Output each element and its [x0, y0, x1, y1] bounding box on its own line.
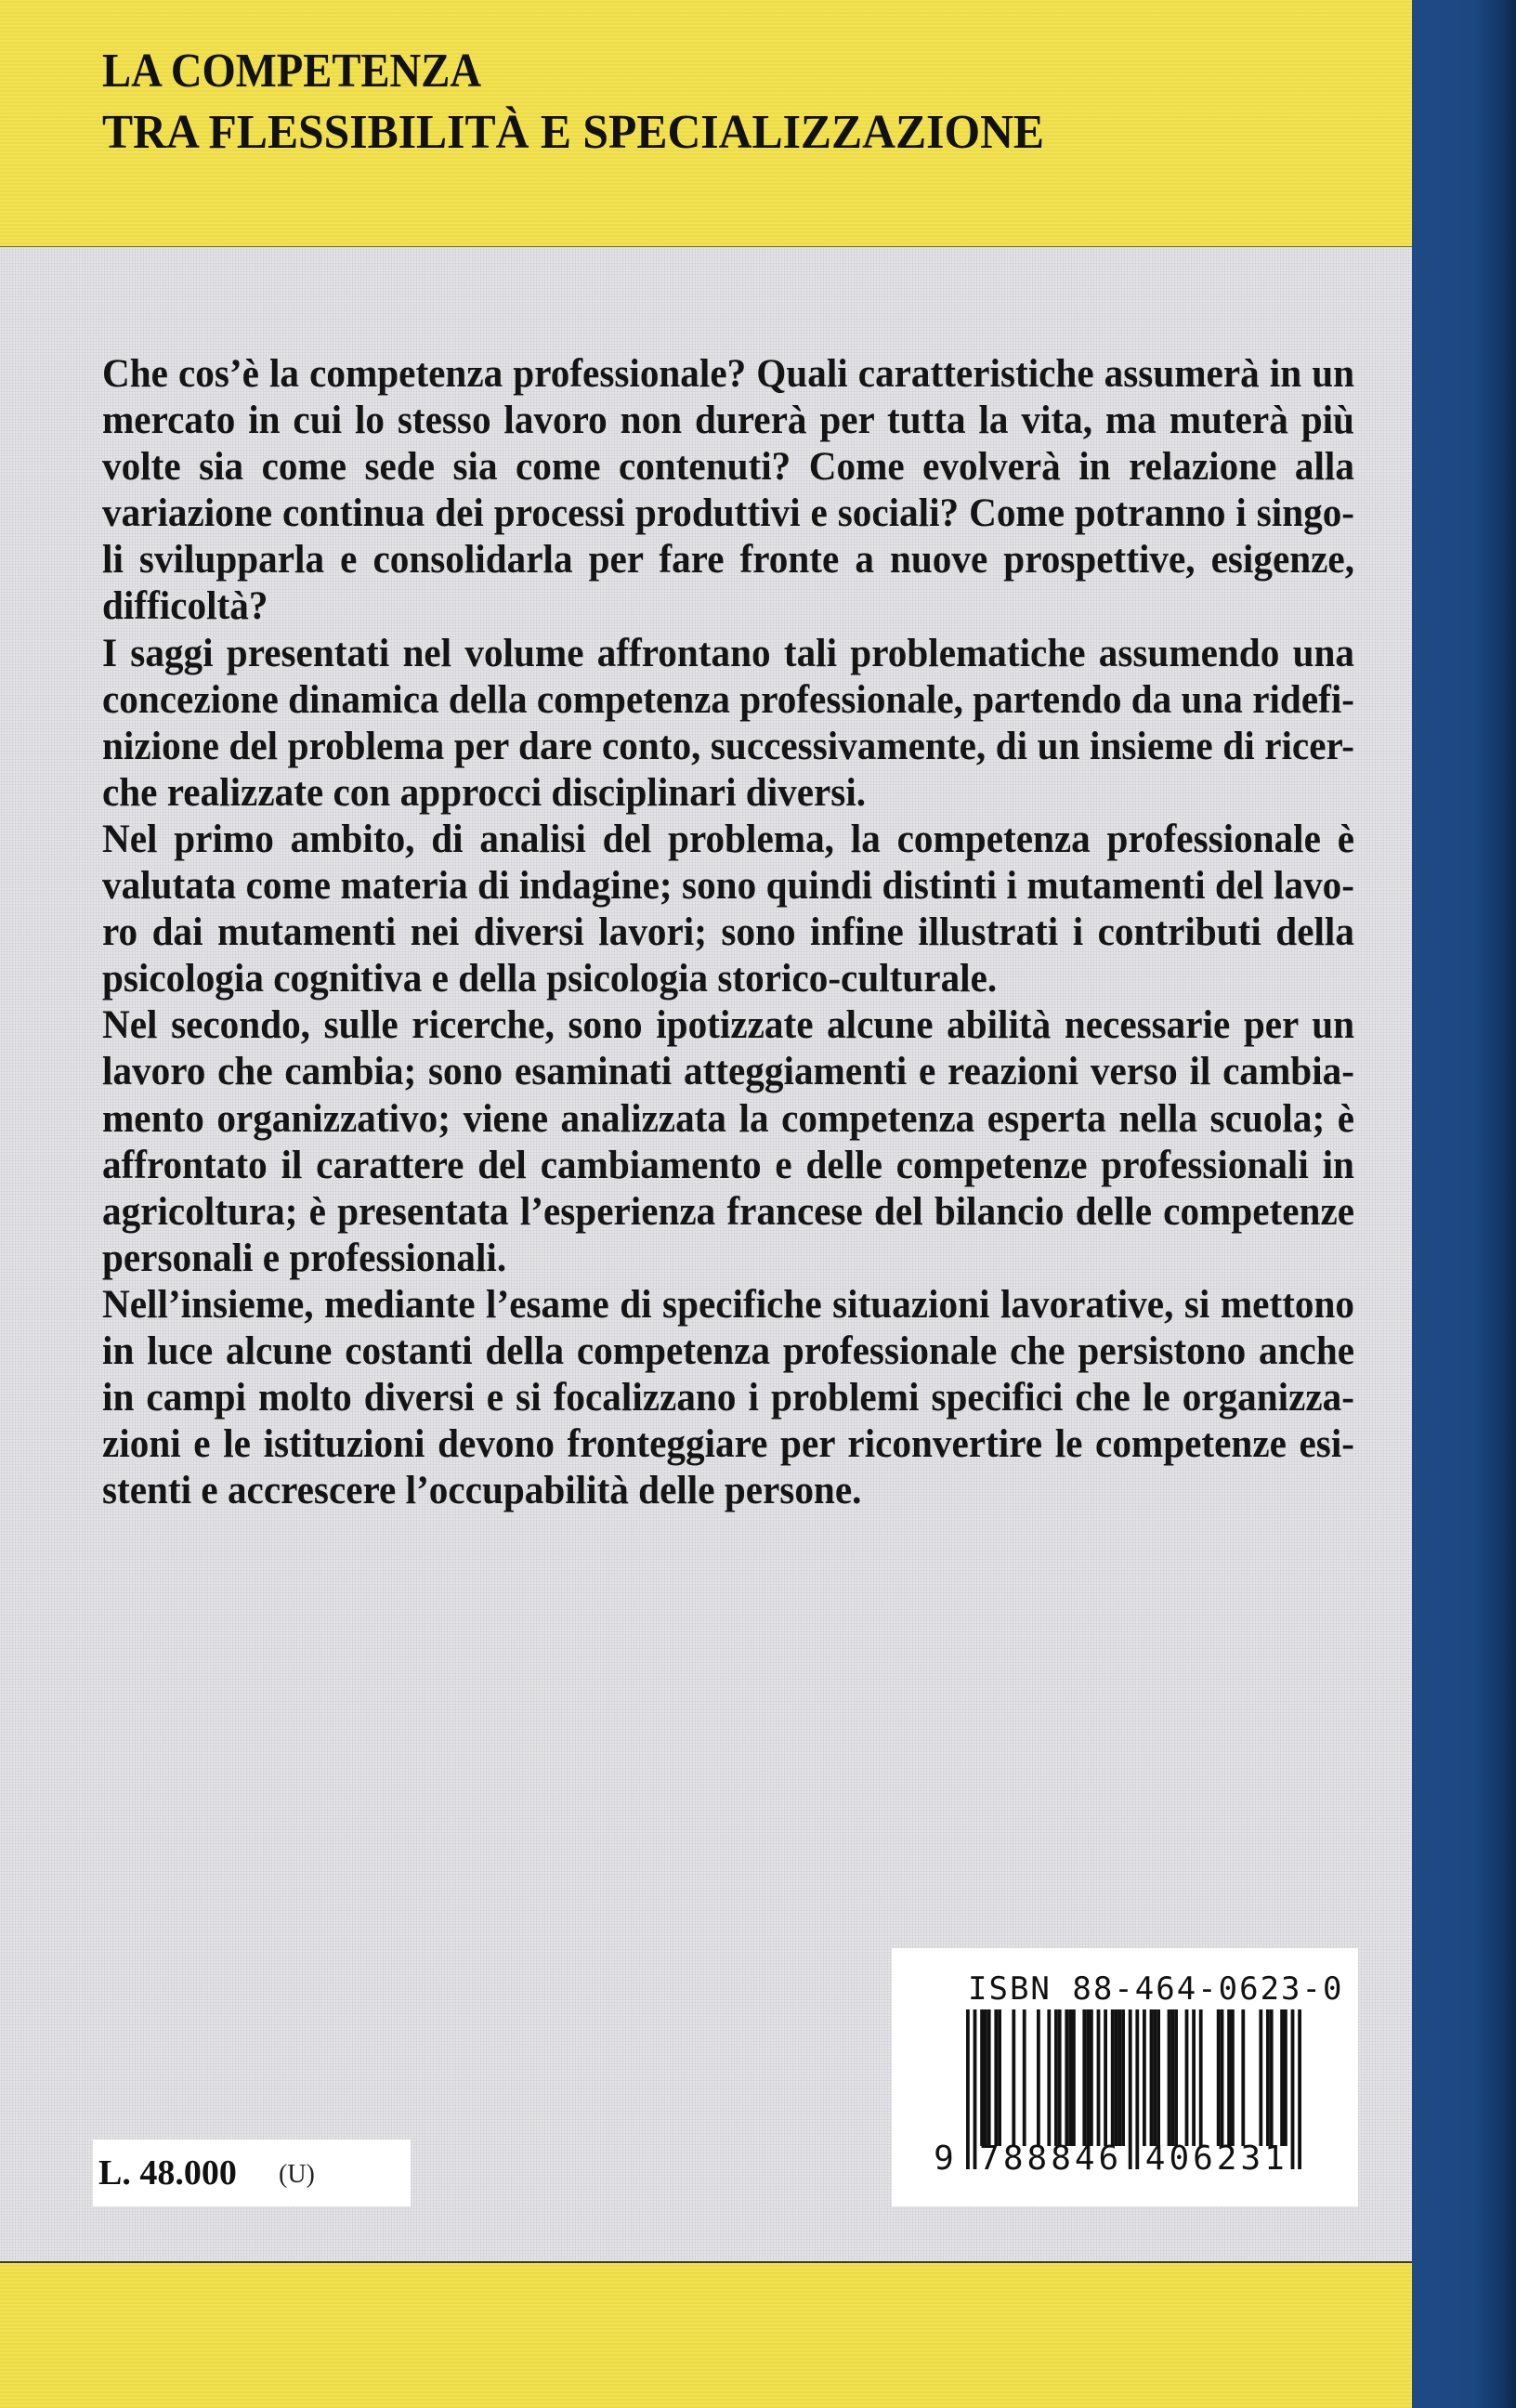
barcode-bar — [1174, 2009, 1178, 2146]
blurb-line — [102, 1282, 1354, 1328]
barcode-bar — [1227, 2009, 1231, 2146]
barcode-bar — [1047, 2009, 1051, 2146]
barcode-bar — [994, 2009, 998, 2146]
barcode-bar — [1143, 2009, 1146, 2146]
blurb-line — [102, 956, 1354, 1002]
blurb-line-text: zioni e le istituzioni devono fronteggiare per riconvertire le competenze esi- — [102, 1422, 1354, 1467]
blurb-line-text: psicologia cognitiva e della psicologia storico-culturale. — [102, 957, 998, 1001]
barcode-bar — [987, 2009, 991, 2146]
barcode-bar — [1072, 2009, 1076, 2146]
barcode-bar — [1192, 2009, 1196, 2146]
blurb-line — [102, 1002, 1354, 1049]
blurb-line-text: Nel primo ambito, di analisi del problema, la competenza professionale è — [102, 817, 1354, 861]
barcode-bar — [966, 2009, 970, 2169]
barcode-bar — [1270, 2009, 1274, 2146]
barcode-bar — [1082, 2009, 1086, 2146]
blurb-line — [102, 1189, 1354, 1236]
barcode-digit-lead: 9 — [934, 2140, 958, 2178]
blurb-line-text: Nell’insieme, mediante l’esame di specifiche situazioni lavorative, si mettono — [102, 1282, 1354, 1327]
barcode-bar — [1012, 2009, 1015, 2146]
blurb-line — [102, 631, 1354, 677]
blurb-line — [102, 1096, 1354, 1143]
blurb-line-text: valutata come materia di indagine; sono quindi distinti i mutamenti del lavo- — [102, 864, 1354, 909]
blurb-line — [102, 537, 1354, 583]
blurb-line — [102, 444, 1354, 491]
barcode-bar — [1280, 2009, 1284, 2146]
barcode-digits-right: 406231 — [1144, 2140, 1288, 2178]
barcode-bar — [1259, 2009, 1262, 2146]
title-line-2: TRA FLESSIBILITÀ E SPECIALIZZAZIONE — [102, 106, 1045, 159]
blurb-line-text: personali e professionali. — [102, 1236, 507, 1280]
blurb-line-text: I saggi presentati nel volume affrontano tali problematiche assumendo una — [102, 631, 1354, 675]
barcode-bar — [1199, 2009, 1203, 2146]
barcode-bar — [1037, 2009, 1040, 2146]
barcode-bar — [1135, 2009, 1139, 2169]
blurb-line — [102, 1236, 1354, 1282]
blurb-line-text: li svilupparla e consolidarla per fare fronte a nuove prospettive, esigenze, — [102, 538, 1355, 582]
blurb-line — [102, 863, 1354, 910]
blurb-line-text: difficoltà? — [102, 584, 268, 629]
barcode-bar — [1090, 2009, 1093, 2146]
barcode-bar — [1241, 2009, 1245, 2146]
barcode-bar — [1170, 2009, 1174, 2146]
bottom-yellow-band — [0, 2261, 1412, 2408]
barcode-bar — [1068, 2009, 1072, 2146]
barcode-bar — [1086, 2009, 1090, 2146]
blurb-line-text: in luce alcune costanti della competenza professionale che persistono anche — [102, 1328, 1355, 1373]
blurb-line-text: agricoltura; è presentata l’esperienza francese del bilancio delle competenze — [102, 1189, 1355, 1234]
barcode-bar — [1121, 2009, 1125, 2146]
blurb-line — [102, 677, 1354, 724]
blurb-line — [102, 724, 1354, 770]
barcode-bar — [1291, 2009, 1295, 2169]
blurb-line — [102, 398, 1354, 444]
blurb-line-text: concezione dinamica della competenza professionale, partendo da una ridefi- — [102, 677, 1354, 722]
blurb-line-text: variazione continua dei processi produttivi e sociali? Come potranno i singo- — [102, 491, 1355, 536]
barcode-bar — [1266, 2009, 1270, 2146]
blurb-line-text: in campi molto diversi e si focalizzano i problemi specifici che le organizza- — [102, 1376, 1354, 1420]
barcode-bar — [1150, 2009, 1154, 2146]
blurb-line-text: affrontato il carattere del cambiamento e delle competenze professionali in — [102, 1143, 1354, 1187]
barcode-bar — [998, 2009, 1001, 2146]
blurb-line — [102, 770, 1354, 817]
barcode-bar — [1221, 2009, 1224, 2146]
blurb-line — [102, 1143, 1354, 1189]
barcode-bar — [1115, 2009, 1118, 2146]
blurb-line — [102, 1375, 1354, 1421]
isbn-barcode-label — [892, 1948, 1358, 2206]
barcode-bar — [1185, 2009, 1189, 2146]
barcode-bar — [974, 2009, 977, 2169]
ean13-barcode — [925, 2009, 1334, 2195]
blurb-line — [102, 1328, 1354, 1375]
blurb-line — [102, 817, 1354, 863]
blurb-line-text: che realizzate con approcci disciplinari diversi. — [102, 770, 867, 815]
barcode-bar — [1168, 2009, 1171, 2146]
barcode-bar — [1111, 2009, 1115, 2146]
barcode-bar — [1153, 2009, 1157, 2146]
blurb-line — [102, 1468, 1354, 1514]
blurb-line-text: mento organizzativo; viene analizzata la competenza esperta nella scuola; è — [102, 1096, 1355, 1141]
blurb-line — [102, 583, 1354, 630]
barcode-bar — [1065, 2009, 1068, 2146]
title-line-1: LA COMPETENZA — [102, 45, 482, 98]
blurb-line — [102, 491, 1354, 537]
blurb-line-text: Che cos’è la competenza professionale? Quali caratteristiche assumerà in un — [102, 352, 1355, 396]
blurb-line-text: mercato in cui lo stesso lavoro non durerà per tutta la vita, ma muterà più — [102, 399, 1354, 443]
price-label — [93, 2140, 411, 2206]
barcode-bar — [1023, 2009, 1026, 2146]
barcode-bar — [1054, 2009, 1058, 2146]
blurb-line — [102, 351, 1354, 398]
price-amount: L. 48.000 — [98, 2153, 237, 2192]
book-title — [102, 41, 1089, 164]
blurb-line-text: lavoro che cambia; sono esaminati atteggiamenti e reazioni verso il cambia- — [102, 1050, 1354, 1094]
isbn-number: ISBN 88-464-0623-0 — [968, 1970, 1344, 2008]
blurb-line — [102, 910, 1354, 956]
barcode-bar — [1231, 2009, 1235, 2146]
barcode-bar — [984, 2009, 987, 2146]
blurb-line-text: ro dai mutamenti nei diversi lavori; sono infine illustrati i contributi della — [102, 910, 1354, 955]
barcode-bar — [1298, 2009, 1301, 2169]
barcode-bar — [1097, 2009, 1101, 2146]
blue-spine-edge — [1412, 0, 1516, 2408]
price-code: (U) — [279, 2160, 315, 2189]
barcode-bar — [1104, 2009, 1107, 2146]
blurb-line-text: Nel secondo, sulle ricerche, sono ipotizzate alcune abilità necessarie per un — [102, 1003, 1355, 1048]
barcode-bar — [1284, 2009, 1287, 2146]
barcode-bar — [980, 2009, 984, 2146]
blurb-text — [102, 351, 1354, 1514]
barcode-bar — [1117, 2009, 1121, 2146]
barcode-digits-left: 788846 — [979, 2140, 1123, 2178]
blurb-line — [102, 1049, 1354, 1095]
blurb-line-text: volte sia come sede sia come contenuti? Come evolverà in relazione alla — [102, 445, 1354, 490]
barcode-bar — [1157, 2009, 1160, 2146]
blurb-line — [102, 1421, 1354, 1468]
blurb-line-text: stenti e accrescere l’occupabilità delle persone. — [102, 1469, 862, 1513]
barcode-bar — [1129, 2009, 1132, 2169]
blurb-line-text: nizione del problema per dare conto, successivamente, di un insieme di ricer- — [102, 724, 1354, 768]
barcode-bar — [1058, 2009, 1062, 2146]
barcode-bar — [1217, 2009, 1221, 2146]
